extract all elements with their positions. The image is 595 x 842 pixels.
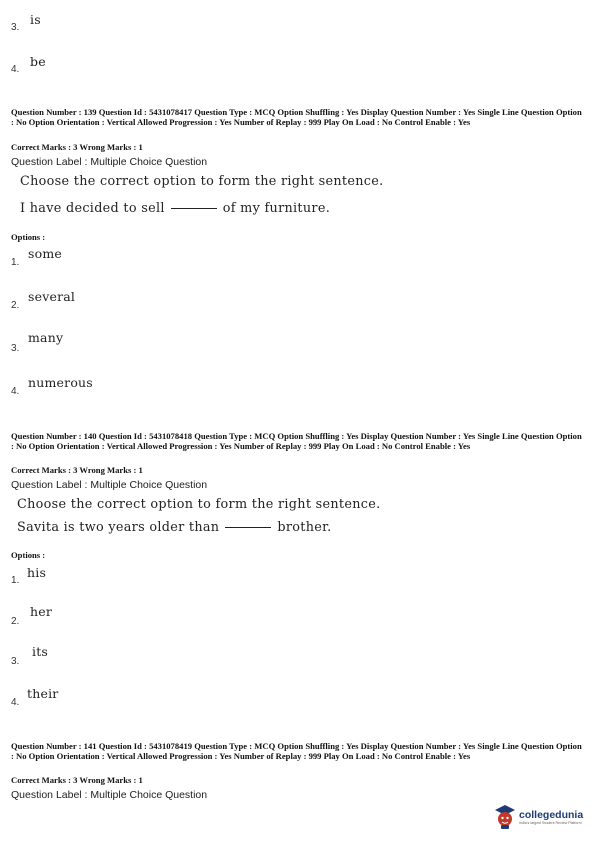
question-label: Question Label : Multiple Choice Question	[11, 479, 208, 491]
option-text: many	[28, 330, 64, 345]
question-sentence	[20, 201, 330, 216]
answer-blank	[171, 208, 217, 209]
option-number: 2.	[11, 300, 20, 311]
option-text: some	[28, 246, 62, 261]
option-number: 3.	[11, 656, 20, 667]
option-number: 2.	[11, 616, 20, 627]
question-instruction: Choose the correct option to form the right sentence.	[17, 497, 381, 512]
option-number: 3.	[11, 22, 20, 33]
option-number: 4.	[11, 697, 20, 708]
sentence-after: brother.	[277, 520, 332, 535]
question-meta: Question Number : 139 Question Id : 5431078417 Question Type : MCQ Option Shuffling : Yes Display Question Number : Yes Single Line Question Option : No Option Orientation : Vertical Allowed Progression : Yes Number of Replay : 999 Play On Load : No Control Enable : Yes	[11, 107, 582, 127]
question-marks: Correct Marks : 3 Wrong Marks : 1	[11, 775, 143, 785]
option-number: 4.	[11, 64, 20, 75]
logo-name: collegedunia	[519, 809, 584, 821]
option-text: his	[27, 565, 47, 580]
sentence-before: Savita is two years older than	[17, 520, 220, 535]
option-number: 3.	[11, 343, 20, 354]
option-number: 1.	[11, 257, 20, 268]
options-heading: Options :	[11, 550, 46, 560]
option-text: several	[28, 289, 76, 304]
collegedunia-logo	[494, 804, 583, 830]
question-label: Question Label : Multiple Choice Question	[11, 789, 208, 801]
option-text: be	[30, 54, 46, 69]
sentence-after: of my furniture.	[222, 201, 331, 216]
option-text: is	[30, 12, 41, 27]
question-instruction: Choose the correct option to form the right sentence.	[20, 174, 384, 189]
question-sentence	[17, 520, 332, 535]
question-marks: Correct Marks : 3 Wrong Marks : 1	[11, 142, 143, 152]
question-marks: Correct Marks : 3 Wrong Marks : 1	[11, 465, 143, 475]
option-text: their	[27, 686, 59, 701]
question-label: Question Label : Multiple Choice Question	[11, 156, 208, 168]
logo-tagline: India's largest Student Review Platform	[519, 821, 582, 825]
option-text: its	[32, 644, 49, 659]
question-meta: Question Number : 140 Question Id : 5431078418 Question Type : MCQ Option Shuffling : Yes Display Question Number : Yes Single Line Question Option : No Option Orientation : Vertical Allowed Progression : Yes Number of Replay : 999 Play On Load : No Control Enable : Yes	[11, 431, 582, 451]
option-number: 4.	[11, 386, 20, 397]
sentence-before: I have decided to sell	[20, 201, 165, 216]
options-heading: Options :	[11, 232, 46, 242]
option-number: 1.	[11, 575, 20, 586]
mascot-icon	[494, 804, 516, 830]
question-meta: Question Number : 141 Question Id : 5431078419 Question Type : MCQ Option Shuffling : Yes Display Question Number : Yes Single Line Question Option : No Option Orientation : Vertical Allowed Progression : Yes Number of Replay : 999 Play On Load : No Control Enable : Yes	[11, 741, 582, 761]
option-text: numerous	[28, 375, 93, 390]
answer-blank	[225, 527, 271, 528]
option-text: her	[30, 604, 53, 619]
